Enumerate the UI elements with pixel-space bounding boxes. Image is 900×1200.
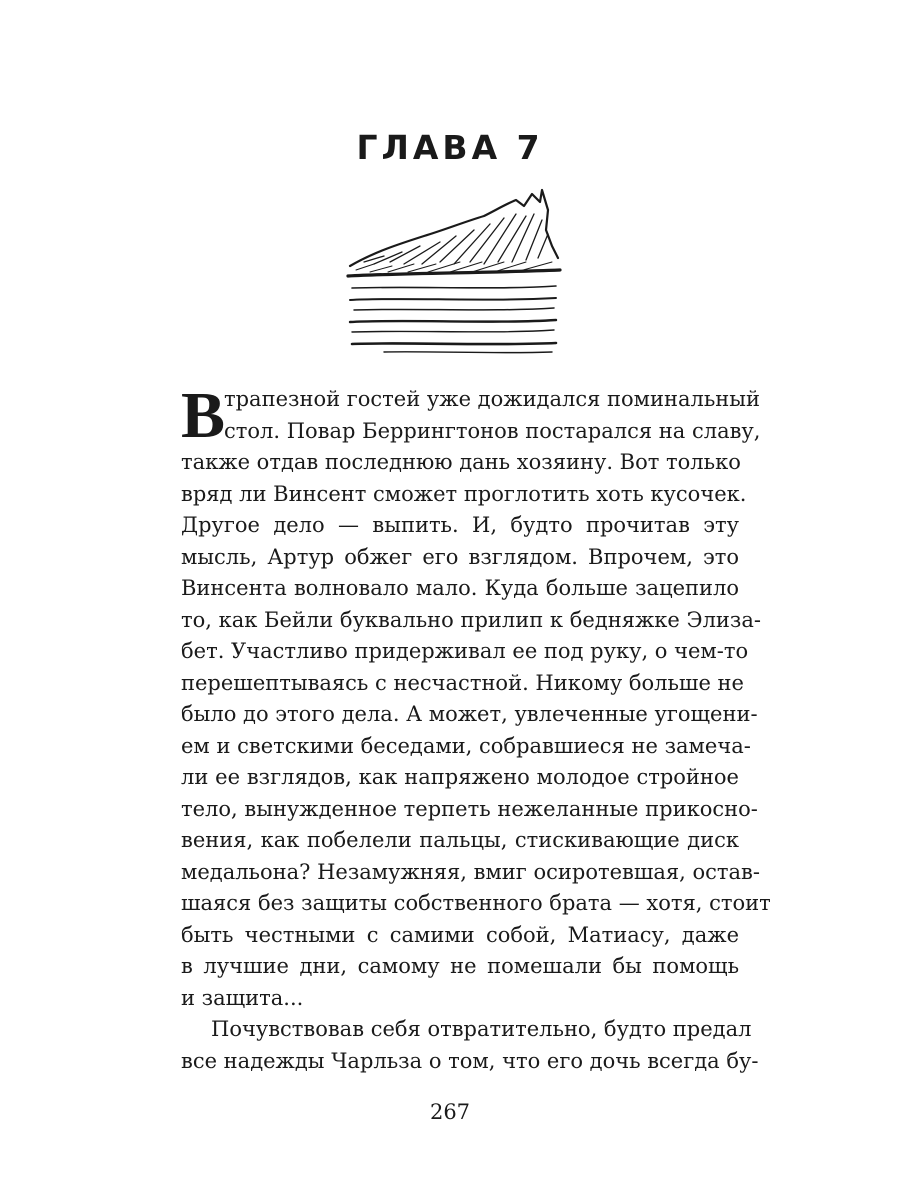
chapter-text	[181, 379, 771, 1077]
text-line: мысль, Артур обжег его взглядом. Впрочем, это	[181, 544, 739, 569]
chapter-title: ГЛАВА 7	[356, 128, 544, 167]
text-line: вения, как побелели пальцы, стискивающие диск	[181, 828, 739, 852]
page-number: 267	[429, 1100, 471, 1124]
iceberg-sea-icon	[344, 186, 562, 358]
text-line: стол. Повар Беррингтонов постарался на славу,	[224, 418, 761, 443]
text-line: медальона? Незамужняя, вмиг осиротевшая, остав-	[181, 859, 760, 884]
text-line: бет. Участливо придерживал ее под руку, о чем-то	[181, 639, 749, 663]
text-line: также отдав последнюю дань хозяину. Вот только	[181, 450, 741, 474]
paragraph-1	[181, 379, 771, 1014]
text-line: ли ее взглядов, как напряжено молодое стройное	[181, 765, 739, 789]
text-line: трапезной гостей уже дожидался поминальный	[224, 387, 761, 411]
text-line: Винсента волновало мало. Куда больше зацепило	[181, 576, 739, 600]
drop-cap: В	[181, 379, 226, 452]
text-line: и защита...	[181, 985, 304, 1010]
text-line: то, как Бейли буквально прилип к бедняжке Элиза-	[181, 607, 761, 632]
text-line: шаяся без защиты собственного брата — хотя, стоит	[181, 891, 771, 915]
text-line: перешептываясь с несчастной. Никому больше не	[181, 670, 744, 695]
text-line: Другое дело — выпить. И, будто прочитав эту	[181, 513, 739, 537]
text-line: в лучшие дни, самому не помешали бы помощь	[181, 954, 739, 978]
text-line: вряд ли Винсент сможет проглотить хоть кусочек.	[181, 481, 747, 506]
text-line: тело, вынужденное терпеть нежеланные прикосно-	[181, 796, 758, 821]
text-line: было до этого дела. А может, увлеченные угощени-	[181, 702, 758, 726]
text-line: быть честными с самими собой, Матиасу, даже	[181, 922, 739, 947]
paragraph-2	[181, 1014, 759, 1077]
text-line: Почувствовав себя отвратительно, будто предал	[211, 1017, 752, 1041]
text-line: все надежды Чарльза о том, что его дочь всегда бу-	[181, 1048, 759, 1073]
text-line: ем и светскими беседами, собравшиеся не замеча-	[181, 733, 751, 758]
